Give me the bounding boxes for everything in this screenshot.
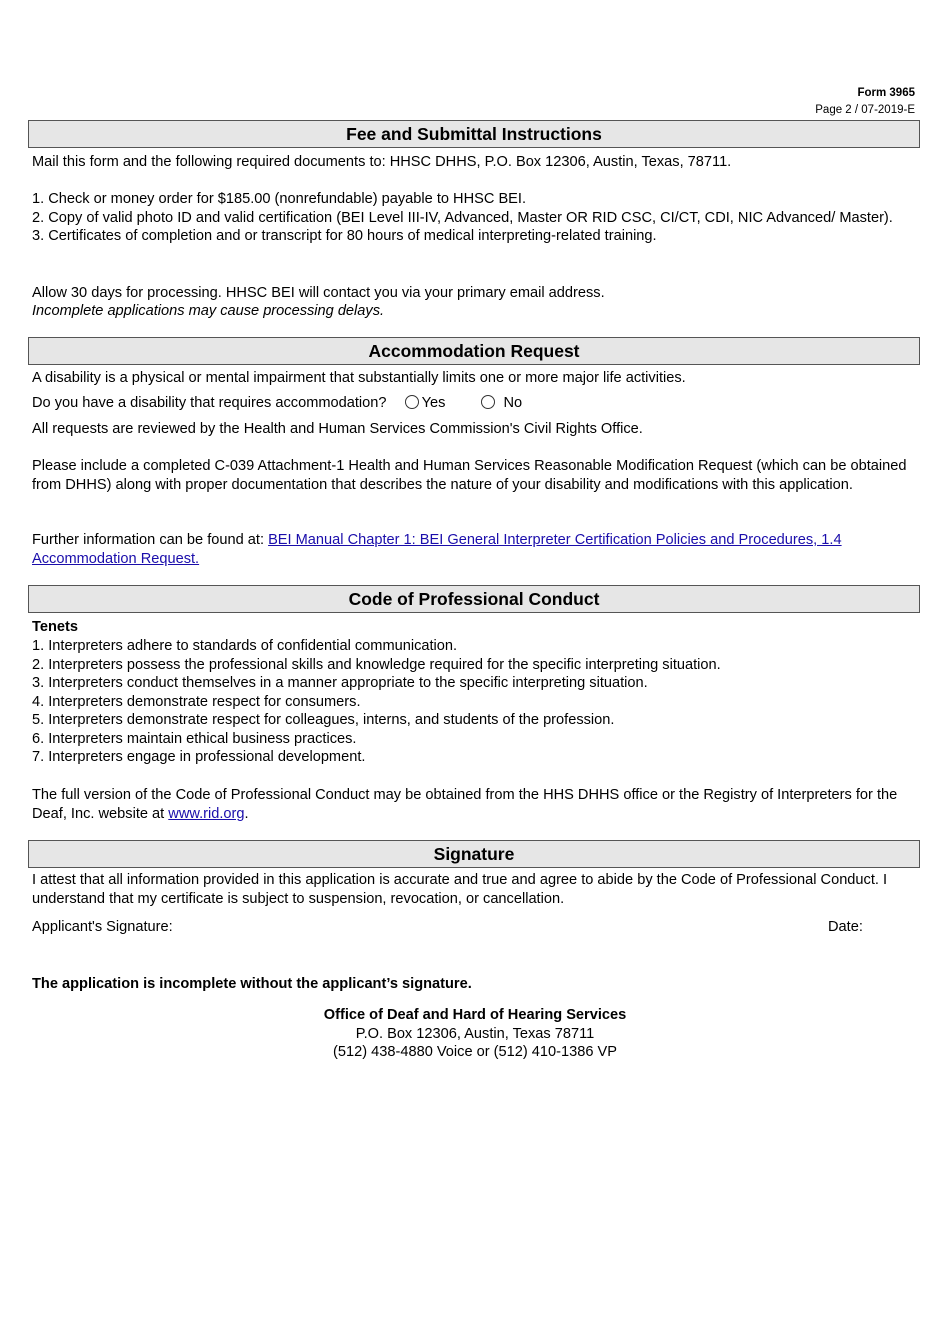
yes-option[interactable] xyxy=(405,394,446,413)
bei-manual-link[interactable]: BEI Manual Chapter 1: BEI General Interpreter Certification Policies and Procedures, 1.4 Accommodation Request. xyxy=(32,532,842,567)
signature-required-note: The application is incomplete without the applicant’s signature. xyxy=(32,976,472,992)
office-name: Office of Deaf and Hard of Hearing Services xyxy=(323,1007,627,1023)
list-item: 3. Interpreters conduct themselves in a manner appropriate to the specific interpreting situation. xyxy=(32,675,648,691)
date-label: Date: xyxy=(828,919,863,935)
tenets-list xyxy=(32,637,912,767)
rid-website-link[interactable]: www.rid.org xyxy=(168,805,245,822)
list-item: 2. Interpreters possess the professional skills and knowledge required for the specific interpreting situation. xyxy=(32,656,721,673)
disability-question-row xyxy=(32,394,912,413)
signature-section-title: Signature xyxy=(28,840,920,868)
conduct-section-title: Code of Professional Conduct xyxy=(28,585,920,613)
no-radio[interactable] xyxy=(481,395,495,409)
fee-delay-note: Incomplete applications may cause processing delays. xyxy=(32,303,385,319)
fee-requirements-list xyxy=(32,190,912,246)
disability-definition: A disability is a physical or mental impairment that substantially limits one or more major life activities. xyxy=(32,370,686,386)
tenets-heading: Tenets xyxy=(32,619,78,635)
list-item: 2. Copy of valid photo ID and valid certification (BEI Level III-IV, Advanced, Master OR RID CSC, CI/CT, CDI, NIC Advanced/ Master). xyxy=(32,209,893,226)
office-address: P.O. Box 12306, Austin, Texas 78711 xyxy=(355,1025,595,1042)
no-option[interactable] xyxy=(481,394,522,413)
attestation: I attest that all information provided in this application is accurate and true and agree to abide by the Code of Professional Conduct. I understand that my certificate is subject to suspension, revocation, or cancellation. xyxy=(32,872,888,907)
form-number: Form 3965 xyxy=(857,87,915,99)
fee-processing: Allow 30 days for processing. HHSC BEI will contact you via your primary email address. xyxy=(32,285,605,301)
page-info: Page 2 / 07-2019-E xyxy=(815,104,915,116)
applicant-signature-label: Applicant's Signature: xyxy=(32,919,173,935)
full-code-info xyxy=(32,786,912,823)
list-item: 5. Interpreters demonstrate respect for colleagues, interns, and students of the profession. xyxy=(32,712,615,728)
civil-rights-review: All requests are reviewed by the Health and Human Services Commission's Civil Rights Office. xyxy=(32,421,643,437)
yes-label: Yes xyxy=(421,395,446,411)
fee-mail-to: Mail this form and the following required documents to: HHSC DHHS, P.O. Box 12306, Austin, Texas, 78711. xyxy=(32,154,732,170)
full-code-text: The full version of the Code of Professional Conduct may be obtained from the HHS DHHS office or the Registry of Interpreters for the Deaf, Inc. website at xyxy=(32,787,898,822)
modification-request-instructions: Please include a completed C-039 Attachment-1 Health and Human Services Reasonable Modification Request (which can be obtained from DHHS) along with proper documentation that describes the nature of your disability and modifications with this application. xyxy=(32,458,907,493)
list-item: 3. Certificates of completion and or transcript for 80 hours of medical interpreting-related training. xyxy=(32,228,657,244)
list-item: 1. Check or money order for $185.00 (nonrefundable) payable to HHSC BEI. xyxy=(32,191,527,207)
accommodation-section-title: Accommodation Request xyxy=(28,337,920,365)
fee-section-title: Fee and Submittal Instructions xyxy=(28,120,920,148)
office-contact xyxy=(0,1006,950,1062)
yes-radio[interactable] xyxy=(405,395,419,409)
further-info-prefix: Further information can be found at: xyxy=(32,532,269,548)
further-information xyxy=(32,531,912,568)
list-item: 6. Interpreters maintain ethical business practices. xyxy=(32,730,357,747)
office-phone: (512) 438-4880 Voice or (512) 410-1386 VP xyxy=(333,1044,617,1060)
list-item: 4. Interpreters demonstrate respect for consumers. xyxy=(32,693,361,710)
form-identifier xyxy=(815,85,915,119)
list-item: 1. Interpreters adhere to standards of confidential communication. xyxy=(32,638,458,654)
no-label: No xyxy=(503,395,523,411)
list-item: 7. Interpreters engage in professional development. xyxy=(32,749,366,765)
full-code-suffix: . xyxy=(244,805,249,822)
disability-question: Do you have a disability that requires accommodation? xyxy=(32,395,387,411)
